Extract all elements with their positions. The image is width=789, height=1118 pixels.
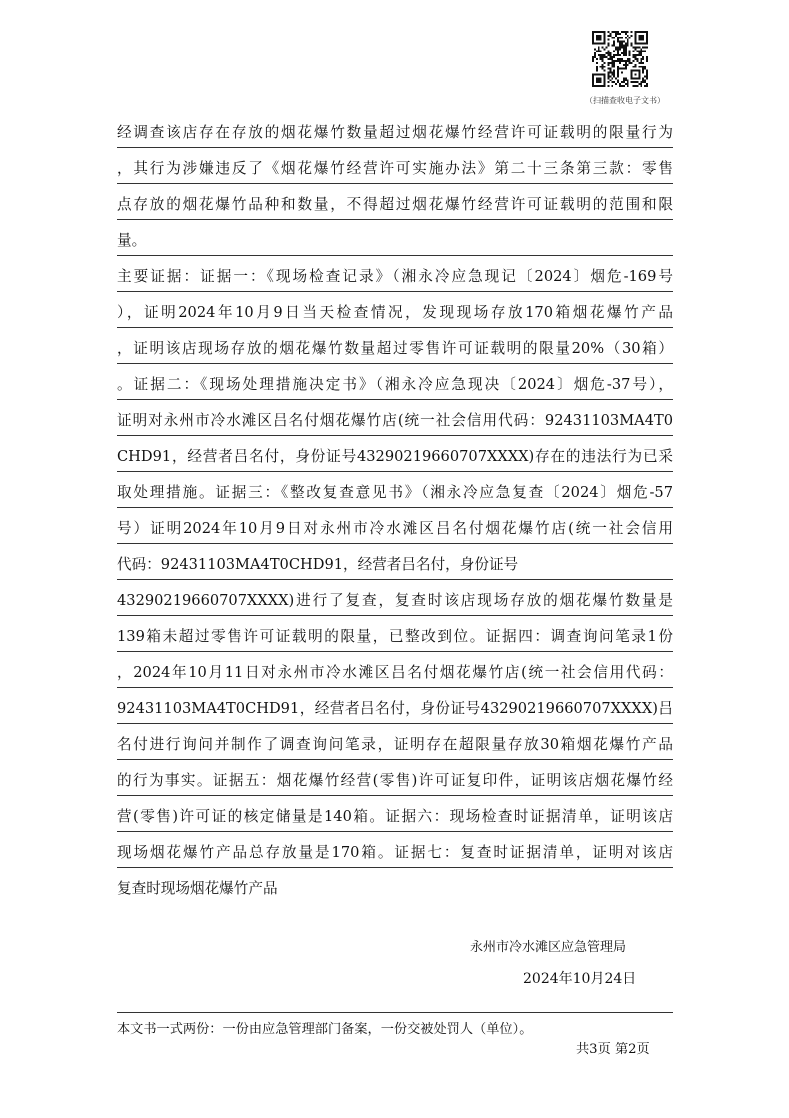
body-line-text: 号）证明2024年10月9日对永州市冷水滩区吕名付烟花爆竹店(统一社会信用 [117, 520, 673, 538]
body-line-text: ，2024年10月11日对永州市冷水滩区吕名付烟花爆竹店(统一社会信用代码： [117, 664, 673, 682]
body-line [117, 688, 673, 724]
body-line-text: 点存放的烟花爆竹品种和数量，不得超过烟花爆竹经营许可证载明的范围和限 [117, 196, 673, 214]
body-line-text: 主要证据：证据一：《现场检查记录》（湘永冷应急现记〔2024〕烟危-169号 [117, 268, 673, 286]
issue-date: 2024年10月24日 [523, 971, 637, 987]
body-line-text: 代码：92431103MA4T0CHD91，经营者吕名付，身份证号 [117, 556, 519, 574]
body-line [117, 868, 673, 903]
body-line [117, 724, 673, 760]
body-line [117, 328, 673, 364]
body-line-text: 取处理措施。证据三：《整改复查意见书》（湘永冷应急复查〔2024〕烟危-57 [117, 484, 673, 502]
body-line-text: 。证据二：《现场处理措施决定书》（湘永冷应急现决〔2024〕烟危-37号）， [117, 376, 673, 394]
body-line-text: 证明对永州市冷水滩区吕名付烟花爆竹店(统一社会信用代码：92431103MA4T0 [117, 412, 673, 430]
body-line [117, 400, 673, 436]
body-line [117, 292, 673, 328]
body-line [117, 256, 673, 292]
body-line [117, 544, 673, 580]
body-line-text: ，其行为涉嫌违反了《烟花爆竹经营许可实施办法》第二十三条第三款：零售 [117, 160, 673, 178]
body-line [117, 112, 673, 148]
body-line [117, 472, 673, 508]
body-line [117, 652, 673, 688]
qr-caption: （扫描查收电子文书） [585, 96, 665, 105]
body-line-text: ，证明该店现场存放的烟花爆竹数量超过零售许可证载明的限量20%（30箱） [117, 340, 673, 358]
body-line [117, 148, 673, 184]
footer-note: 本文书一式两份：一份由应急管理部门备案，一份交被处罚人（单位）。 [117, 1022, 533, 1037]
document-body [117, 112, 673, 903]
body-line-text: 量。 [117, 232, 147, 250]
body-line-text: 的行为事实。证据五：烟花爆竹经营(零售)许可证复印件，证明该店烟花爆竹经 [117, 772, 673, 790]
body-line [117, 184, 673, 220]
body-line [117, 364, 673, 400]
body-line [117, 832, 673, 868]
page-number: 共3页 第2页 [576, 1042, 650, 1057]
body-line-text: 名付进行询问并制作了调查询问笔录，证明存在超限量存放30箱烟花爆竹产品 [117, 736, 673, 754]
body-line-text: 139箱未超过零售许可证载明的限量，已整改到位。证据四：调查询问笔录1份 [117, 628, 673, 646]
body-line-text: CHD91，经营者吕名付，身份证号43290219660707XXXX)存在的违法行为已采 [117, 448, 673, 466]
body-line [117, 616, 673, 652]
body-line-text: 经调查该店存在存放的烟花爆竹数量超过烟花爆竹经营许可证载明的限量行为 [117, 124, 673, 142]
body-line [117, 436, 673, 472]
body-line-text: 43290219660707XXXX)进行了复查，复查时该店现场存放的烟花爆竹数量是 [117, 592, 673, 610]
body-line-text: 复查时现场烟花爆竹产品 [117, 880, 278, 898]
issuing-agency: 永州市冷水滩区应急管理局 [470, 940, 627, 955]
body-line [117, 796, 673, 832]
body-line [117, 760, 673, 796]
qr-code [592, 31, 648, 87]
body-line [117, 508, 673, 544]
body-line-text: ），证明2024年10月9日当天检查情况，发现现场存放170箱烟花爆竹产品 [117, 304, 673, 322]
body-line [117, 580, 673, 616]
body-line-text: 现场烟花爆竹产品总存放量是170箱。证据七：复查时证据清单，证明对该店 [117, 844, 673, 862]
body-line-text: 92431103MA4T0CHD91，经营者吕名付，身份证号43290219660707XXXX)吕 [117, 700, 673, 718]
footer-divider [117, 1012, 673, 1013]
body-line-text: 营(零售)许可证的核定储量是140箱。证据六：现场检查时证据清单，证明该店 [117, 808, 673, 826]
body-line [117, 220, 673, 256]
